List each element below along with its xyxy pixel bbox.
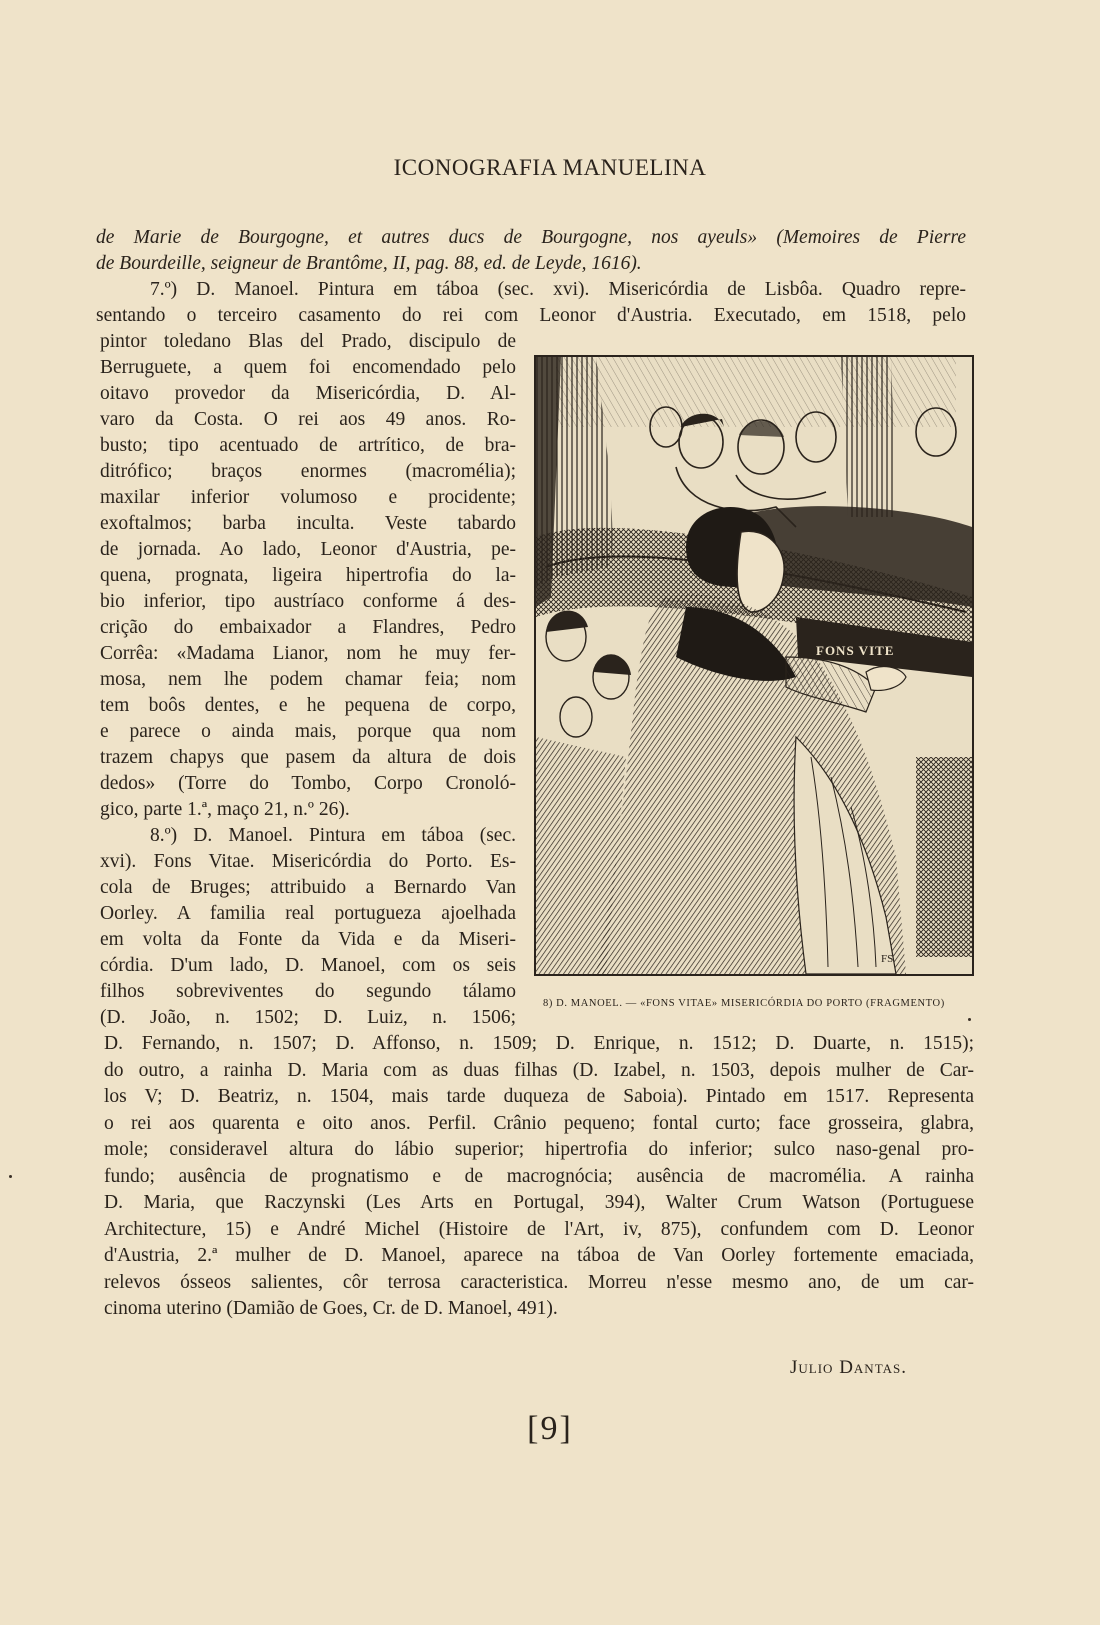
artist-monogram: FS [881, 953, 894, 965]
text-line: dedos» (Torre do Tombo, Corpo Cronoló- [100, 773, 516, 794]
page-number: [9] [527, 1410, 573, 1447]
paper-speck [9, 1175, 12, 1178]
text-line: busto; tipo acentuado de artrítico, de bra- [100, 435, 516, 456]
text-line: cinoma uterino (Damião de Goes, Cr. de D. Manoel, 491). [104, 1298, 558, 1319]
text-line: relevos ósseos salientes, côr terrosa caracteristica. Morreu n'esse mesmo ano, de um car- [104, 1271, 974, 1293]
text-line: d'Austria, 2.ª mulher de D. Manoel, aparece na táboa de Van Oorley fortemente emaciada, [104, 1245, 974, 1266]
text-line: D. Maria, que Raczynski (Les Arts en Portugal, 394), Walter Crum Watson (Portuguese [104, 1192, 974, 1213]
text-line: do outro, a rainha D. Maria com as duas filhas (D. Izabel, n. 1503, depois mulher de Car- [104, 1059, 974, 1081]
text-line: gico, parte 1.ª, maço 21, n.º 26). [100, 799, 350, 820]
running-head: ICONOGRAFIA MANUELINA [393, 155, 707, 180]
text-line: xvi). Fons Vitae. Misericórdia do Porto. Es- [100, 851, 516, 872]
inscription-text: FONS VITE [816, 643, 895, 658]
text-line: (D. João, n. 1502; D. Luiz, n. 1506; [100, 1007, 516, 1028]
engraving-figure [534, 355, 974, 976]
text-line: fundo; ausência de prognatismo e de macrognócia; ausência de macromélia. A rainha [104, 1165, 974, 1187]
text-line: quena, prognata, ligeira hipertrofia do la- [100, 565, 516, 586]
text-line: de jornada. Ao lado, Leonor d'Austria, pe- [100, 539, 516, 560]
text-line: o rei aos quarenta e oito anos. Perfil. Crânio pequeno; fontal curto; face grosseira, glabra, [104, 1112, 974, 1134]
text-line: 8.º) D. Manoel. Pintura em táboa (sec. [150, 825, 516, 846]
text-line: bio inferior, tipo austríaco conforme á des- [100, 591, 516, 612]
text-line: pintor toledano Blas del Prado, discipulo de [100, 331, 516, 352]
text-line: trazem chapys que pasem da altura de dois [100, 747, 516, 768]
text-line: tem boôs dentes, e he pequena de corpo, [100, 695, 516, 716]
text-line: e parece o ainda mais, porque qua nom [100, 721, 516, 742]
text-line: filhos sobreviventes do segundo tálamo [100, 981, 516, 1002]
text-line: los V; D. Beatriz, n. 1504, mais tarde duqueza de Saboia). Pintado em 1517. Representa [104, 1086, 974, 1107]
text-line: mole; consideravel altura do lábio superior; hipertrofia do inferior; sulco naso-genal pro- [104, 1139, 974, 1160]
text-line: Berruguete, a quem foi encomendado pelo [100, 357, 516, 378]
text-line: mosa, nem lhe podem chamar feia; nom [100, 669, 516, 690]
text-line: crição do embaixador a Flandres, Pedro [100, 617, 516, 638]
text-line: Architecture, 15) e André Michel (Histoire de l'Art, iv, 875), confundem com D. Leonor [104, 1218, 974, 1240]
text-line: oitavo provedor da Misericórdia, D. Al- [100, 383, 516, 404]
text-line: de Bourdeille, seigneur de Brantôme, II, pag. 88, ed. de Leyde, 1616). [96, 253, 642, 274]
figure-caption: 8) D. MANOEL. — «FONS VITAE» MISERICÓRDIA DO PORTO (FRAGMENTO) [543, 998, 945, 1009]
author-signature: Julio Dantas. [790, 1357, 907, 1378]
text-line: Corrêa: «Madama Lianor, nom he muy fer- [100, 643, 516, 664]
text-line: córdia. D'um lado, D. Manoel, com os seis [100, 955, 516, 976]
text-line: varo da Costa. O rei aos 49 anos. Ro- [100, 409, 516, 430]
text-line: cola de Bruges; attribuido a Bernardo Van [100, 877, 516, 898]
text-line: em volta da Fonte da Vida e da Miseri- [100, 929, 516, 950]
paper-speck [968, 1018, 971, 1021]
text-line: maxilar inferior volumoso e procidente; [100, 487, 516, 508]
text-line: Oorley. A familia real portugueza ajoelhada [100, 903, 516, 924]
engraving-illustration [536, 357, 972, 974]
text-line: D. Fernando, n. 1507; D. Affonso, n. 1509; D. Enrique, n. 1512; D. Duarte, n. 1515); [104, 1033, 974, 1054]
text-line: de Marie de Bourgogne, et autres ducs de Bourgogne, nos ayeuls» (Memoires de Pierre [96, 227, 966, 248]
text-line: ditrófico; braços enormes (macromélia); [100, 461, 516, 482]
text-line: 7.º) D. Manoel. Pintura em táboa (sec. xvi). Misericórdia de Lisbôa. Quadro repre- [150, 279, 966, 300]
text-line: exoftalmos; barba inculta. Veste tabardo [100, 513, 516, 534]
text-line: sentando o terceiro casamento do rei com Leonor d'Austria. Executado, em 1518, pelo [96, 305, 966, 326]
